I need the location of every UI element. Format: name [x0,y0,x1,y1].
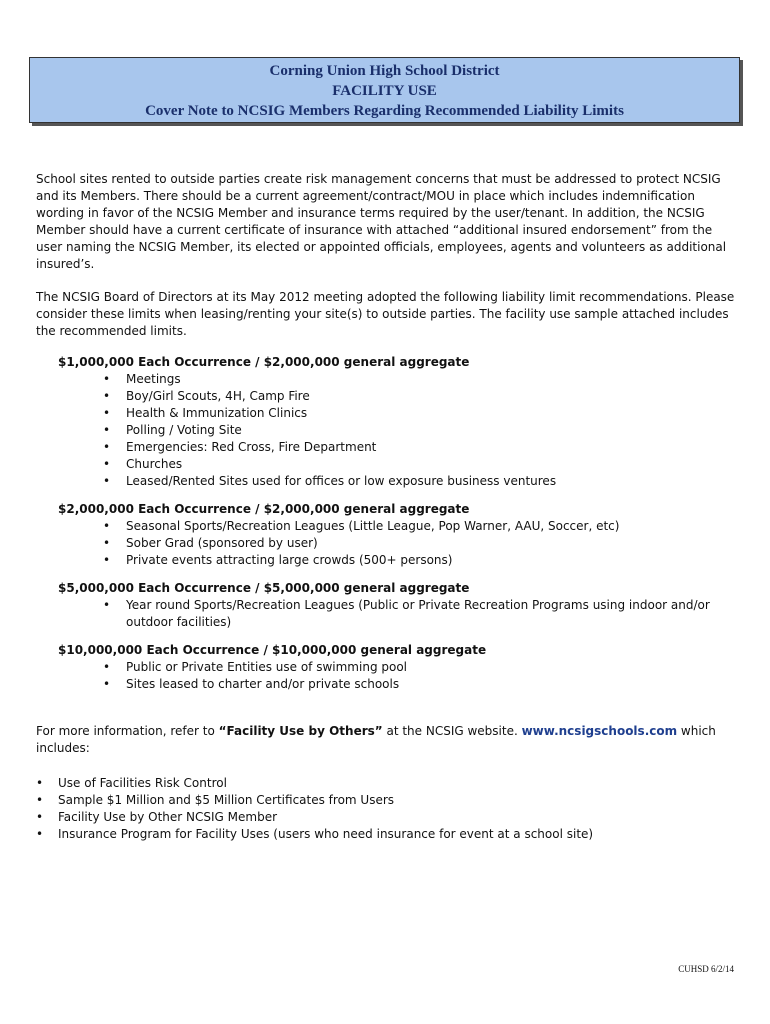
tier-title: $1,000,000 Each Occurrence / $2,000,000 general aggregate [58,355,470,369]
tier-title: $2,000,000 Each Occurrence / $2,000,000 general aggregate [58,502,470,516]
facility-use-by-others-title: “Facility Use by Others” [218,724,383,738]
list-item: • Private events attracting large crowds (500+ persons) [103,552,736,569]
list-item: • Emergencies: Red Cross, Fire Department [103,439,736,456]
tier-list [103,371,736,490]
more-info-paragraph [36,723,736,757]
tier-list [103,518,736,569]
list-item: • Insurance Program for Facility Uses (users who need insurance for event at a school site) [36,826,736,843]
list-item: • Leased/Rented Sites used for offices or low exposure business ventures [103,473,736,490]
list-item: • Sober Grad (sponsored by user) [103,535,736,552]
cover-note-title: Cover Note to NCSIG Members Regarding Recommended Liability Limits [145,103,624,119]
list-item: • Seasonal Sports/Recreation Leagues (Little League, Pop Warner, AAU, Soccer, etc) [103,518,736,535]
list-item: • Sites leased to charter and/or private schools [103,676,736,693]
list-item: • Churches [103,456,736,473]
list-item: • Use of Facilities Risk Control [36,775,736,792]
more-info-suffix: which includes: [36,724,716,755]
tier-list [103,659,736,693]
board-paragraph: The NCSIG Board of Directors at its May 2012 meeting adopted the following liability limit recommendations. Please consider these limits when leasing/renting your site(s) to outside parties. The facility use sample attached includes the recommended limits. [36,290,735,338]
document-footer: CUHSD 6/2/14 [678,964,734,974]
tier-10m [58,642,736,693]
list-item: • Sample $1 Million and $5 Million Certificates from Users [36,792,736,809]
more-info-middle: at the NCSIG website. [382,724,522,738]
document-body [36,171,736,843]
district-title: Corning Union High School District [269,63,500,79]
ncsig-website-link[interactable]: www.ncsigschools.com [521,724,678,738]
tier-title: $10,000,000 Each Occurrence / $10,000,000 general aggregate [58,643,487,657]
header-box [29,57,740,123]
list-item: • Polling / Voting Site [103,422,736,439]
tier-5m [58,580,736,631]
intro-paragraph: School sites rented to outside parties create risk management concerns that must be addressed to protect NCSIG and its Members. There should be a current agreement/contract/MOU in place which includes indemnification wording in favor of the NCSIG Member and insurance terms required by the user/tenant. In addition, the NCSIG Member should have a current certificate of insurance with attached “additional insured endorsement” from the user naming the NCSIG Member, its elected or appointed officials, employees, agents and volunteers as additional insured’s. [36,172,727,271]
list-item: • Public or Private Entities use of swimming pool [103,659,736,676]
includes-list [36,775,736,843]
tier-1m [58,354,736,490]
list-item: • Meetings [103,371,736,388]
tier-title: $5,000,000 Each Occurrence / $5,000,000 general aggregate [58,581,470,595]
more-info-prefix: For more information, refer to [36,724,219,738]
facility-use-title: FACILITY USE [332,83,437,99]
tier-list [103,597,736,631]
list-item: • Year round Sports/Recreation Leagues (Public or Private Recreation Programs using indoor and/or outdoor facilities) [103,597,736,631]
list-item: • Boy/Girl Scouts, 4H, Camp Fire [103,388,736,405]
tier-2m [58,501,736,569]
list-item: • Health & Immunization Clinics [103,405,736,422]
list-item: • Facility Use by Other NCSIG Member [36,809,736,826]
